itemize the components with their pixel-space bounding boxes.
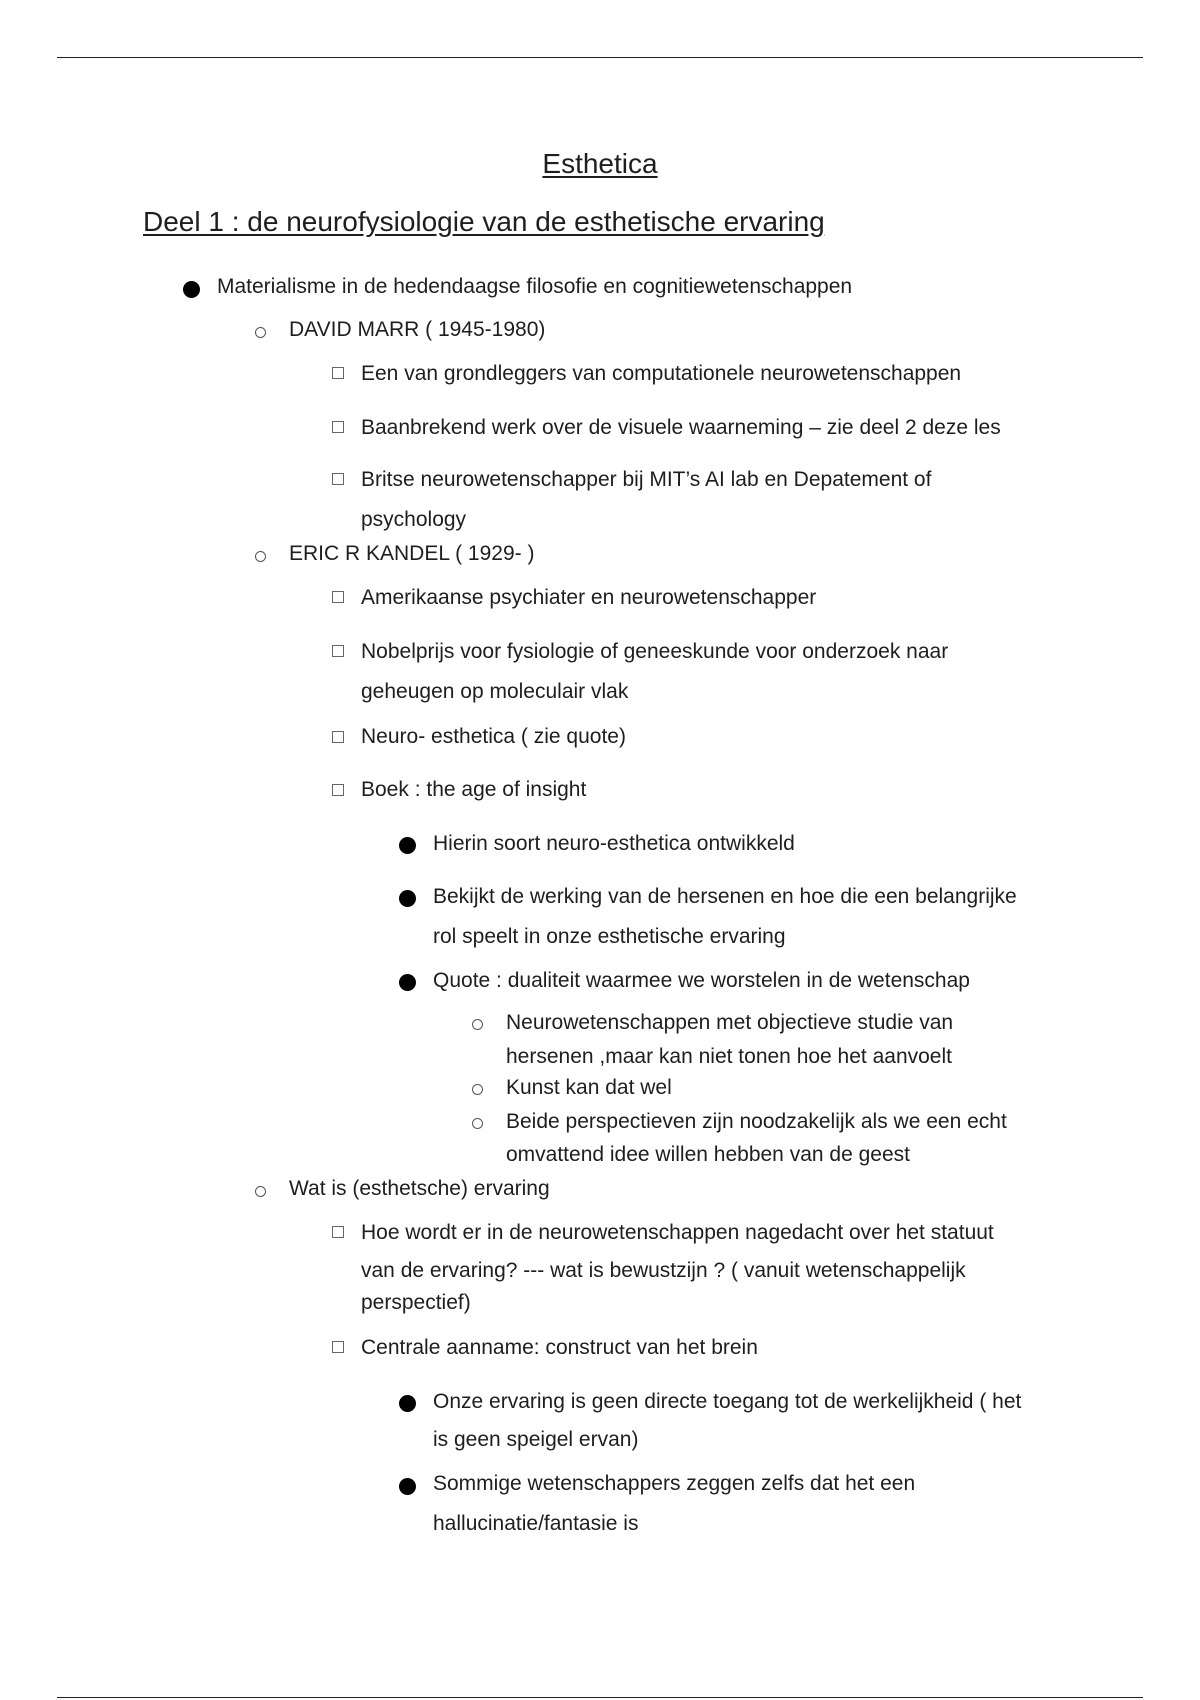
list-item-continuation: is geen speigel ervan) <box>433 1428 639 1451</box>
square-bullet-icon <box>332 1226 344 1238</box>
list-item-continuation: perspectief) <box>361 1291 471 1314</box>
list-item: Materialisme in de hedendaagse filosofie en cognitiewetenschappen <box>217 275 853 298</box>
list-item: Kunst kan dat wel <box>506 1076 672 1099</box>
list-item-continuation: psychology <box>361 508 467 531</box>
list-item: Britse neurowetenschapper bij MIT’s AI lab en Depatement of <box>361 468 932 491</box>
list-item: Bekijkt de werking van de hersenen en hoe die een belangrijke <box>433 885 1017 908</box>
disc-bullet-icon <box>183 281 200 298</box>
list-item-continuation: hallucinatie/fantasie is <box>433 1512 639 1535</box>
circle-bullet-icon <box>472 1019 483 1030</box>
list-item: Centrale aanname: construct van het brein <box>361 1336 758 1359</box>
document-title: Esthetica <box>542 148 658 179</box>
circle-bullet-icon <box>255 1186 266 1197</box>
square-bullet-icon <box>332 784 344 796</box>
list-item: Een van grondleggers van computationele neurowetenschappen <box>361 362 962 385</box>
list-item: Boek : the age of insight <box>361 778 587 801</box>
square-bullet-icon <box>332 421 344 433</box>
list-item-continuation: rol speelt in onze esthetische ervaring <box>433 925 786 948</box>
list-item-continuation: geheugen op moleculair vlak <box>361 680 629 703</box>
header-rule <box>57 57 1143 58</box>
footer-rule <box>57 1697 1143 1698</box>
list-item: Quote : dualiteit waarmee we worstelen in de wetenschap <box>433 969 970 992</box>
disc-bullet-icon <box>399 890 416 907</box>
list-item-continuation: hersenen ,maar kan niet tonen hoe het aanvoelt <box>506 1045 952 1068</box>
list-item: Nobelprijs voor fysiologie of geneeskunde voor onderzoek naar <box>361 640 949 663</box>
square-bullet-icon <box>332 731 344 743</box>
circle-bullet-icon <box>255 327 266 338</box>
list-item: Neurowetenschappen met objectieve studie van <box>506 1011 954 1034</box>
list-item: ERIC R KANDEL ( 1929- ) <box>289 542 535 565</box>
list-item: Beide perspectieven zijn noodzakelijk als we een echt <box>506 1110 1007 1133</box>
square-bullet-icon <box>332 367 344 379</box>
square-bullet-icon <box>332 591 344 603</box>
list-item: Baanbrekend werk over de visuele waarneming – zie deel 2 deze les <box>361 416 1001 439</box>
list-item: Neuro- esthetica ( zie quote) <box>361 725 626 748</box>
list-item: DAVID MARR ( 1945-1980) <box>289 318 546 341</box>
list-item-continuation: omvattend idee willen hebben van de geest <box>506 1143 910 1166</box>
list-item: Sommige wetenschappers zeggen zelfs dat het een <box>433 1472 916 1495</box>
section-heading: Deel 1 : de neurofysiologie van de esthetische ervaring <box>143 206 825 237</box>
list-item: Onze ervaring is geen directe toegang tot de werkelijkheid ( het <box>433 1390 1022 1413</box>
disc-bullet-icon <box>399 1478 416 1495</box>
disc-bullet-icon <box>399 1395 416 1412</box>
list-item: Hoe wordt er in de neurowetenschappen nagedacht over het statuut <box>361 1221 994 1244</box>
square-bullet-icon <box>332 1341 344 1353</box>
disc-bullet-icon <box>399 974 416 991</box>
circle-bullet-icon <box>472 1118 483 1129</box>
circle-bullet-icon <box>255 551 266 562</box>
circle-bullet-icon <box>472 1084 483 1095</box>
disc-bullet-icon <box>399 837 416 854</box>
square-bullet-icon <box>332 473 344 485</box>
list-item-continuation: van de ervaring? --- wat is bewustzijn ? ( vanuit wetenschappelijk <box>361 1259 966 1282</box>
list-item: Amerikaanse psychiater en neurowetenschapper <box>361 586 817 609</box>
square-bullet-icon <box>332 645 344 657</box>
list-item: Hierin soort neuro-esthetica ontwikkeld <box>433 832 795 855</box>
list-item: Wat is (esthetsche) ervaring <box>289 1177 550 1200</box>
